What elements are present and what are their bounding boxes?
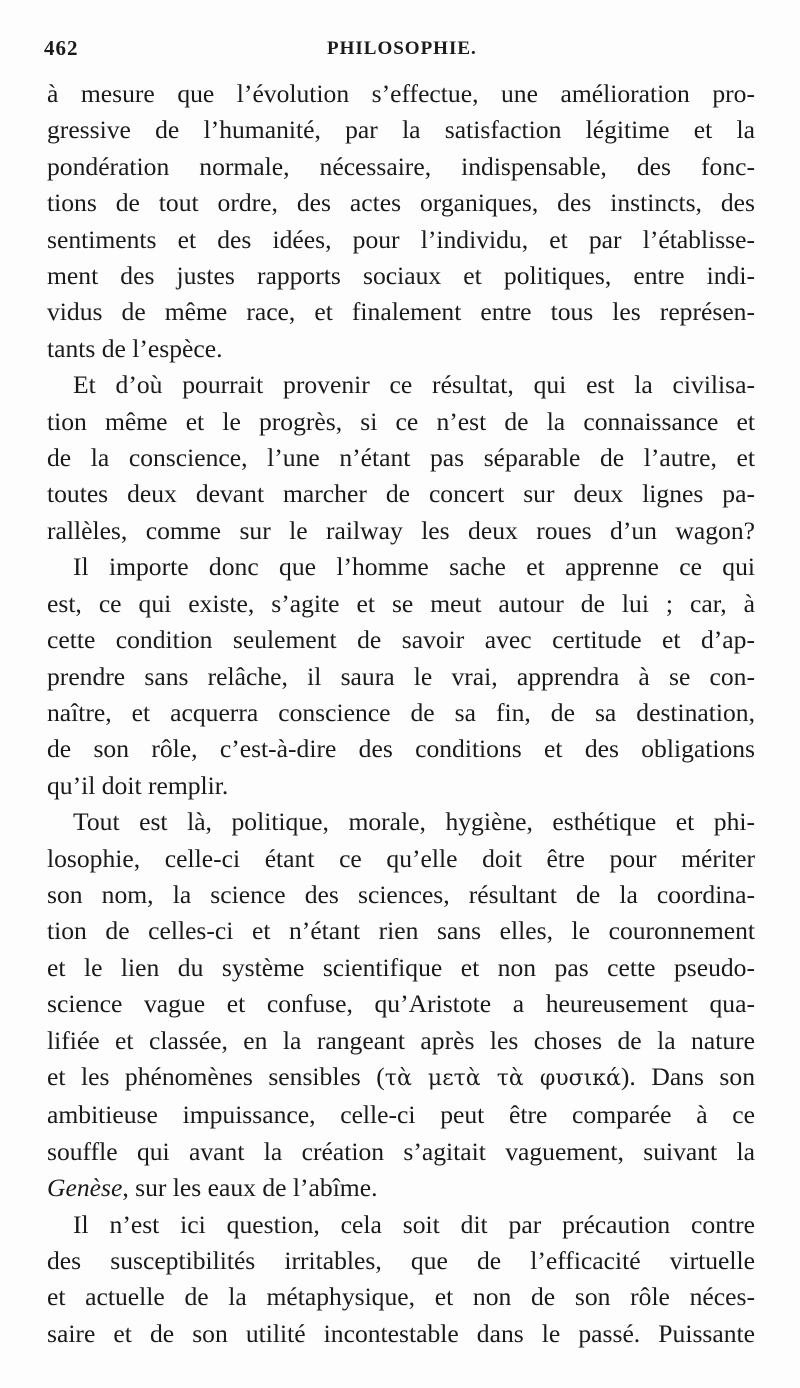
- line-text: et le lien du système scientifique et non pas cette pseudo-: [47, 952, 755, 982]
- line-text: est, ce qui existe, s’agite et se meut autour de lui ; car, à: [47, 588, 755, 618]
- line-text: de son rôle, c’est-à-dire des conditions et des obligations: [47, 734, 755, 764]
- line-text: toutes deux devant marcher de concert sur deux lignes pa-: [47, 479, 755, 509]
- text-line: [47, 258, 755, 294]
- line-text: pondération normale, nécessaire, indispensable, des fonc-: [47, 151, 755, 181]
- text-line: [47, 1279, 755, 1315]
- line-text: son nom, la science des sciences, résultant de la coordina-: [47, 879, 755, 909]
- line-text: Et d’où pourrait provenir ce résultat, qui est la civilisa-: [73, 370, 755, 400]
- line-text: rallèles, comme sur le railway les deux roues d’un wagon?: [47, 515, 755, 545]
- text-line: [47, 149, 755, 185]
- line-text: losophie, celle-ci étant ce qu’elle doit être pour mériter: [47, 843, 755, 873]
- text-line: [47, 331, 755, 367]
- text-line: [47, 1243, 755, 1279]
- line-text-after: , sur les eaux de l’abîme.: [122, 1173, 378, 1203]
- text-line: [47, 222, 755, 258]
- page-number: 462: [44, 36, 79, 60]
- line-text: à mesure que l’évolution s’effectue, une amélioration pro-: [47, 79, 755, 108]
- line-text: tion même et le progrès, si ce n’est de la connaissance et: [47, 406, 755, 436]
- line-text: tion de celles-ci et n’étant rien sans elles, le couronnement: [47, 916, 755, 946]
- text-line: [47, 549, 755, 585]
- text-line: [47, 294, 755, 330]
- line-text: des susceptibilités irritables, que de l’efficacité virtuelle: [47, 1246, 755, 1275]
- text-line: [47, 1207, 755, 1243]
- line-text-before: et les phénomènes sensibles (: [47, 1061, 385, 1091]
- line-text: saire et de son utilité incontestable dans le passé. Puissante: [47, 1318, 755, 1348]
- line-text: et actuelle de la métaphysique, et non de son rôle néces-: [47, 1282, 755, 1312]
- line-text: tants de l’espèce.: [47, 333, 223, 363]
- line-text: sentiments et des idées, pour l’individu, et par l’établisse-: [47, 224, 755, 254]
- text-line: [47, 1170, 755, 1206]
- text-line: [47, 440, 755, 476]
- text-line: [47, 768, 755, 804]
- line-text: ment des justes rapports sociaux et politiques, entre indi-: [47, 261, 755, 291]
- text-line: [47, 1134, 755, 1170]
- text-line: [47, 877, 755, 913]
- text-line: [47, 731, 755, 767]
- text-line: [47, 804, 755, 840]
- text-line: [47, 367, 755, 403]
- text-line: [47, 950, 755, 986]
- text-line: [47, 913, 755, 949]
- line-text: science vague et confuse, qu’Aristote a heureusement qua-: [47, 989, 755, 1019]
- text-line: [47, 695, 755, 731]
- line-text: ambitieuse impuissance, celle-ci peut être comparée à ce: [47, 1100, 755, 1130]
- text-block: [47, 76, 755, 1352]
- running-head: PHILOSOPHIE.: [327, 38, 477, 59]
- text-line: [47, 1097, 755, 1133]
- line-text: Tout est là, politique, morale, hygiène, esthétique et phi-: [73, 807, 755, 837]
- text-line: [47, 476, 755, 512]
- line-text: lifiée et classée, en la rangeant après les choses de la nature: [47, 1025, 755, 1055]
- text-line: [47, 622, 755, 658]
- text-line: [47, 76, 755, 112]
- line-text: tions de tout ordre, des actes organiques, des instincts, des: [47, 188, 755, 218]
- text-line: [47, 1316, 755, 1352]
- text-line: [47, 986, 755, 1022]
- text-line: [47, 841, 755, 877]
- text-line: [47, 112, 755, 148]
- line-text: Il n’est ici question, cela soit dit par précaution contre: [73, 1209, 755, 1239]
- line-text: de la conscience, l’une n’étant pas séparable de l’autre, et: [47, 443, 755, 473]
- line-text: prendre sans relâche, il saura le vrai, apprendra à se con-: [47, 661, 755, 691]
- page-header: [44, 36, 756, 66]
- text-line: [47, 513, 755, 549]
- greek-phrase: τὰ μετὰ τὰ φυσικά: [384, 1065, 621, 1091]
- line-text: souffle qui avant la création s’agitait vaguement, suivant la: [47, 1136, 755, 1166]
- text-line: [47, 404, 755, 440]
- body-text: [47, 76, 755, 1352]
- text-line: [47, 1059, 755, 1097]
- text-line: [47, 185, 755, 221]
- text-line: [47, 659, 755, 695]
- line-text: cette condition seulement de savoir avec certitude et d’ap-: [47, 625, 755, 655]
- text-line: [47, 1023, 755, 1059]
- line-text: vidus de même race, et finalement entre tous les représen-: [47, 297, 755, 327]
- text-line: [47, 586, 755, 622]
- line-text: gressive de l’humanité, par la satisfaction légitime et la: [47, 115, 755, 145]
- line-text: qu’il doit remplir.: [47, 770, 229, 800]
- italic-title: Genèse: [47, 1173, 123, 1203]
- line-text: naître, et acquerra conscience de sa fin, de sa destination,: [47, 697, 755, 727]
- line-text-after: ). Dans son: [620, 1061, 755, 1091]
- line-text: Il importe donc que l’homme sache et apprenne ce qui: [73, 552, 755, 582]
